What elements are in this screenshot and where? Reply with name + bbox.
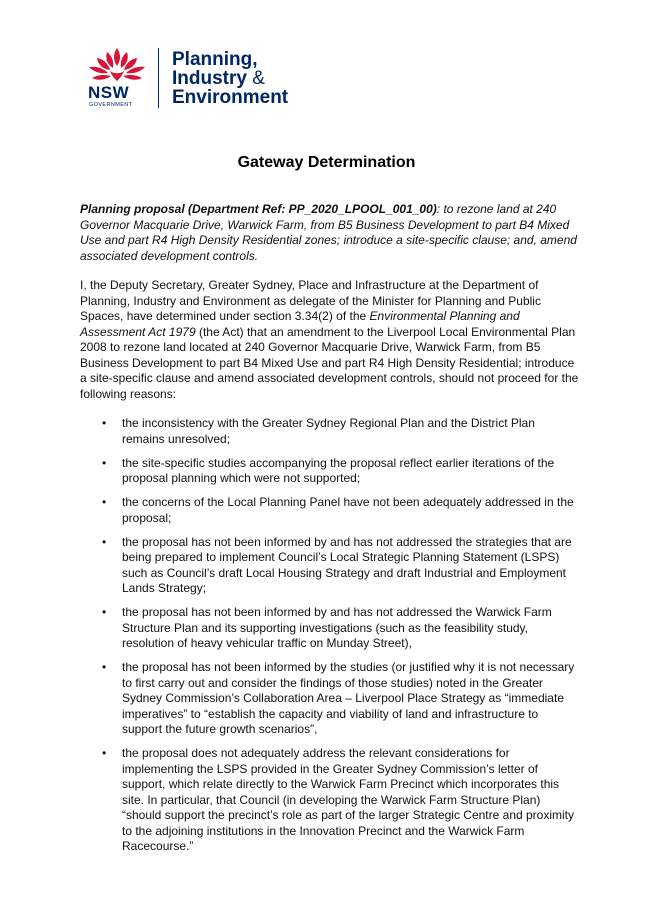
department-industry: Industry — [172, 68, 247, 89]
determination-paragraph — [80, 278, 580, 402]
reason-item: • the proposal does not adequately address the relevant considerations for implementing the LSPS provided in the Greater Sydney Commission’s letter of support, which relate directly to the Warwick Farm Precinct which incorporates this site. In particular, that Council (in developing the Warwick Farm Structure Plan) “should support the precinct’s role as part of the larger Strategic Centre and proximity to the adjoining institutions in the Innovation Precinct and the Warwick Farm Racecourse.” — [80, 746, 580, 855]
proposal-label: Planning proposal (Department Ref: PP_2020_LPOOL_001_00) — [80, 202, 437, 216]
determination-act-name: Environmental Planning and Assessment Act 1979 — [80, 309, 520, 339]
determination-text-pre: I, the Deputy Secretary, Greater Sydney, Place and Infrastructure at the Department of Planning, Industry and Environment as delegate of the Minister for Planning and Public Spaces, have determined under section 3.34(2) of the — [80, 278, 541, 323]
department-ampersand: & — [252, 68, 265, 89]
department-line-2 — [172, 69, 288, 88]
government-label: GOVERNMENT — [89, 102, 133, 108]
page-title: Gateway Determination — [237, 154, 416, 171]
department-name — [172, 50, 288, 107]
reason-item: • the proposal has not been informed by and has not addressed the strategies that are being prepared to implement Council’s Local Strategic Planning Statement (LSPS) such as Council’s draft Local Housing Strategy and draft Industrial and Employment Lands Strategy; — [80, 535, 580, 597]
reason-item: • the site-specific studies accompanying the proposal reflect earlier iterations of the proposal planning which were not supported; — [80, 456, 580, 487]
department-line-3: Environment — [172, 87, 289, 108]
reasons-list — [80, 416, 580, 855]
nsw-government-logo — [86, 44, 316, 110]
logo-divider — [158, 48, 159, 108]
reason-item: • the concerns of the Local Planning Panel have not been adequately addressed in the proposal; — [80, 495, 580, 526]
department-line-1: Planning, — [172, 49, 258, 70]
proposal-text: : to rezone land at 240 Governor Macquarie Drive, Warwick Farm, from B5 Business Development to part B4 Mixed Use and part R4 High Density Residential zones; introduce a site-specific clause; and, amend associated development controls. — [80, 202, 577, 263]
proposal-paragraph — [80, 202, 580, 264]
determination-text-post: (the Act) that an amendment to the Liverpool Local Environmental Plan 2008 to rezone land located at 240 Governor Macquarie Drive, Warwick Farm, from B5 Business Development to part B4 Mixed Use and part R4 High Density Residential; introduce a site-specific clause and amend associated development controls, should not proceed for the following reasons: — [80, 324, 579, 401]
document-body — [80, 202, 580, 863]
reason-item: • the proposal has not been informed by the studies (or justified why it is not necessary to first carry out and consider the findings of those studies) noted in the Greater Sydney Commission’s Collaboration Area – Liverpool Place Strategy as “immediate imperatives” to “establish the capacity and viability of land and infrastructure to support the future growth scenarios”, — [80, 660, 580, 738]
reason-item: • the proposal has not been informed by and has not addressed the Warwick Farm Structure Plan and its supporting investigations (such as the feasibility study, resolution of heavy vehicular traffic on Munday Street), — [80, 605, 580, 652]
reason-item: • the inconsistency with the Greater Sydney Regional Plan and the District Plan remains unresolved; — [80, 416, 580, 447]
nsw-wordmark: NSW — [88, 83, 130, 102]
